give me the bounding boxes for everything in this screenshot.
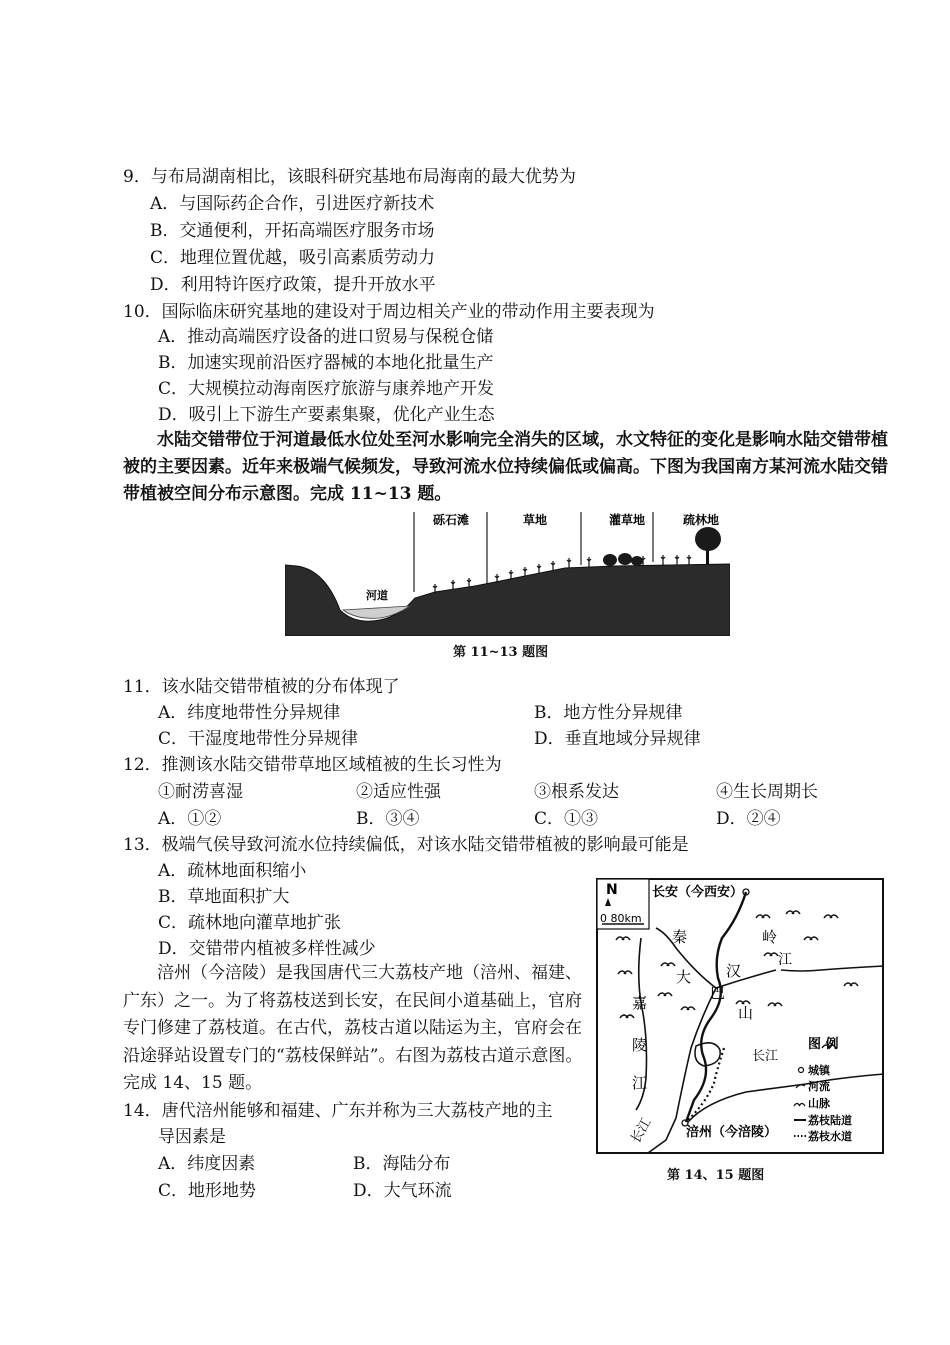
label-ba: 巴 (710, 984, 726, 1002)
legend-river: 河流 (808, 1080, 830, 1093)
figure1-caption: 第 11~13 题图 (453, 645, 549, 660)
q12-option-b: B．③④ (356, 809, 420, 829)
label-changjiang-east: 长江 (752, 1049, 779, 1064)
q14-option-c: C．地形地势 (158, 1181, 257, 1201)
q13-stem: 13．极端气侯导致河流水位持续偏低，对该水陆交错带植被的影响最可能是 (123, 835, 689, 855)
q11-option-d: D．垂直地域分异规律 (534, 729, 701, 749)
label-jiang-upper: 江 (778, 952, 792, 968)
label-jiang-lower: 江 (632, 1074, 648, 1092)
q11-option-c: C．干湿度地带性分异规律 (158, 729, 359, 749)
lychee-road-map (596, 878, 884, 1154)
label-ling: 岭 (762, 928, 778, 946)
figure2-caption: 第 14、15 题图 (667, 1168, 765, 1183)
label-da: 大 (676, 968, 692, 986)
legend-town-icon (799, 1068, 804, 1073)
q12-item-1: ①耐涝喜湿 (158, 782, 243, 802)
q13-option-c: C．疏林地向灌草地扩张 (158, 913, 342, 933)
q12-option-c: C．①③ (534, 809, 599, 829)
q10-option-a: A．推动高端医疗设备的进口贸易与保税仓储 (158, 327, 494, 347)
q14-stem-line1: 14．唐代涪州能够和福建、广东并称为三大荔枝产地的主 (123, 1101, 553, 1121)
legend-water-road: 荔枝水道 (808, 1130, 852, 1143)
label-qin: 秦 (672, 928, 688, 946)
legend-mountain: 山脉 (808, 1097, 830, 1110)
q12-item-2: ②适应性强 (356, 782, 441, 802)
legend-title: 图 例 (808, 1037, 839, 1052)
label-han: 汉 (726, 962, 742, 980)
legend-land-road: 荔枝陆道 (808, 1114, 852, 1127)
ecotone-profile-figure (285, 510, 730, 636)
q10-option-d: D．吸引上下游生产要素集聚，优化产业生态 (158, 405, 495, 425)
label-jia: 嘉 (632, 994, 648, 1012)
tree (695, 527, 721, 564)
q12-option-a: A．①② (158, 809, 222, 829)
north-label: N (606, 882, 618, 898)
q9-option-d: D．利用特许医疗政策，提升开放水平 (150, 275, 436, 295)
shrubs (603, 553, 643, 566)
zone-label-shrub-grass: 灌草地 (608, 513, 646, 527)
passage-lychee-road: 涪州（今涪陵）是我国唐代三大荔枝产地（涪州、福建、广东）之一。为了将荔枝送到长安，在民间小道基础上，官府专门修建了荔枝道。在古代，荔枝古道以陆运为主，官府会在沿途驿站设置专门的“荔枝保鲜站”。右图为荔枝古道示意图。完成 14、15 题。 (123, 963, 583, 1093)
q10-option-b: B．加速实现前沿医疗器械的本地化批量生产 (158, 353, 494, 373)
q11-option-b: B．地方性分异规律 (534, 703, 683, 723)
q9-option-a: A．与国际药企合作，引进医疗新技术 (150, 194, 435, 214)
legend-town: 城镇 (808, 1064, 830, 1077)
zone-label-grassland: 草地 (522, 513, 548, 527)
city-fuzhou-label: 涪州（今涪陵） (686, 1125, 778, 1140)
river-label: 河道 (366, 589, 388, 602)
q14-option-d: D．大气环流 (353, 1181, 452, 1201)
label-ling-river: 陵 (632, 1036, 648, 1054)
q9-option-c: C．地理位置优越，吸引高素质劳动力 (150, 248, 436, 268)
zone-label-gravel: 砾石滩 (432, 513, 470, 527)
q10-stem: 10．国际临床研究基地的建设对于周边相关产业的带动作用主要表现为 (123, 302, 655, 322)
q13-option-a: A．疏林地面积缩小 (158, 861, 307, 881)
q11-option-a: A．纬度地带性分异规律 (158, 703, 341, 723)
q14-stem-line2: 导因素是 (158, 1127, 226, 1147)
city-changan-label: 长安（今西安） (652, 885, 744, 900)
q14-option-a: A．纬度因素 (158, 1154, 256, 1174)
zone-label-open-forest: 疏林地 (682, 513, 720, 527)
scale-label: 0 80km (600, 912, 642, 925)
passage-water-land-ecotone: 水陆交错带位于河道最低水位处至河水影响完全消失的区域，水文特征的变化是影响水陆交错带植被的主要因素。近年来极端气候频发，导致河流水位持续偏低或偏高。下图为我国南方某河流水陆交错带植被空间分布示意图。完成 11~13 题。 (123, 430, 888, 504)
q9-option-b: B．交通便利，开拓高端医疗服务市场 (150, 221, 435, 241)
q12-stem: 12．推测该水陆交错带草地区域植被的生长习性为 (123, 755, 502, 775)
q12-option-d: D．②④ (716, 809, 781, 829)
q12-item-3: ③根系发达 (534, 782, 619, 802)
q9-stem: 9．与布局湖南相比，该眼科研究基地布局海南的最大优势为 (123, 167, 576, 187)
terrain-profile (285, 564, 730, 636)
q13-option-b: B．草地面积扩大 (158, 887, 290, 907)
label-shan: 山 (738, 1004, 754, 1022)
q12-item-4: ④生长周期长 (716, 782, 818, 802)
q13-option-d: D．交错带内植被多样性减少 (158, 939, 376, 959)
q11-stem: 11．该水陆交错带植被的分布体现了 (123, 677, 400, 697)
q14-option-b: B．海陆分布 (353, 1154, 451, 1174)
q10-option-c: C．大规模拉动海南医疗旅游与康养地产开发 (158, 379, 495, 399)
label-changjiang-west: 长江 (628, 1115, 655, 1146)
